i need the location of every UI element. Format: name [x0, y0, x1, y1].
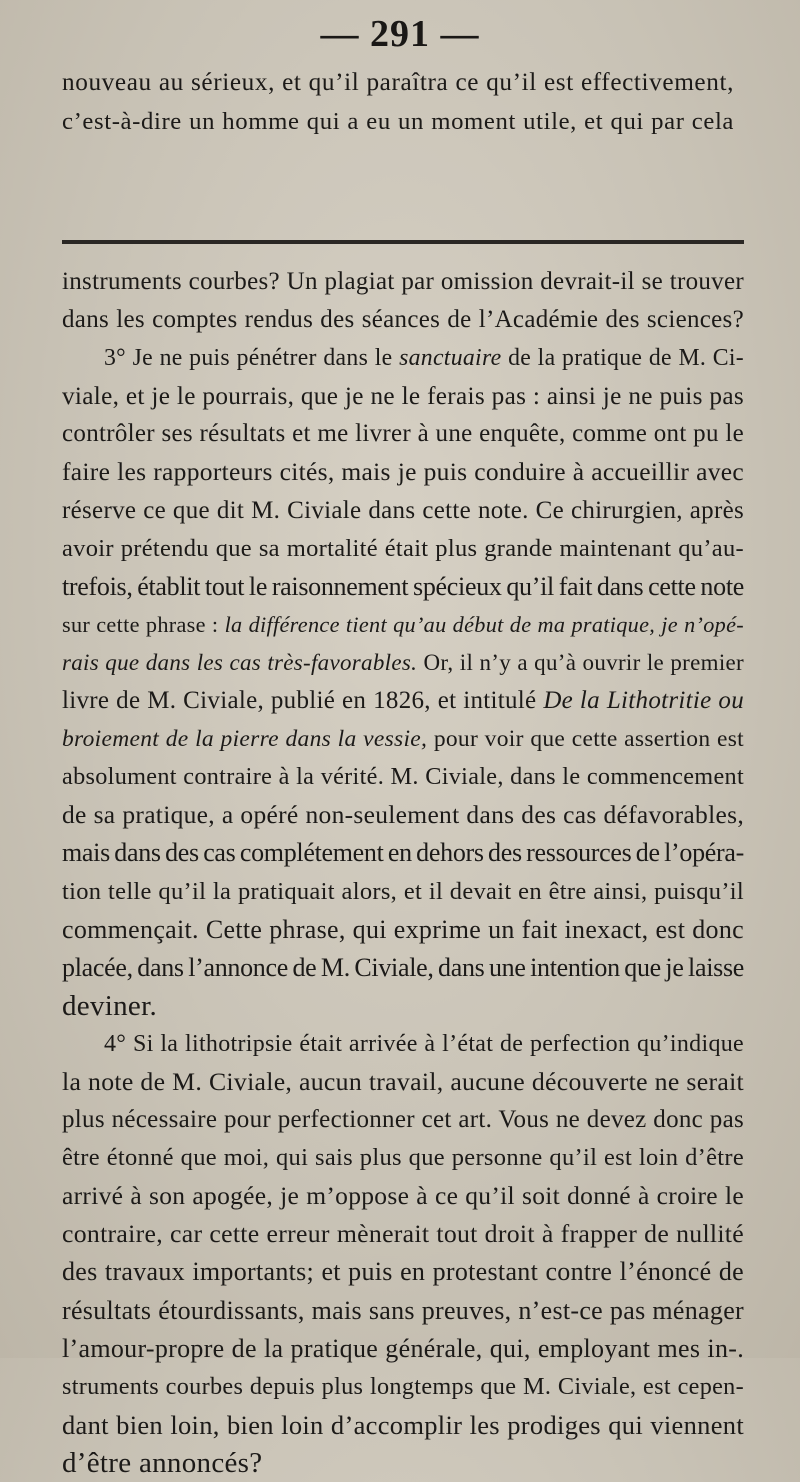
text-segment: pour voir que cette assertion est [433, 726, 744, 753]
text-line: d’être annoncés? [62, 1446, 263, 1479]
text-line [62, 606, 744, 644]
text-segment: sur cette phrase : [62, 611, 219, 637]
text-line: viale, et je le pourrais, que je ne le ferais pas : ainsi je ne puis pas [62, 382, 744, 411]
text-line: instruments courbes? Un plagiat par omission devrait-il se trouver [62, 268, 744, 295]
text-line: contrôler ses résultats et me livrer à une enquête, comme ont pu le [62, 420, 744, 448]
text-segment: livre de M. Civiale, publié en 1826, et intitulé [62, 687, 537, 715]
text-line: trefois, établit tout le raisonnement spécieux qu’il fait dans cette note [62, 571, 744, 601]
text-line: de sa pratique, a opéré non-seulement dans des cas défavorables, [62, 800, 744, 830]
text-line: plus nécessaire pour perfectionner cet art. Vous ne devez donc pas [62, 1106, 744, 1134]
text-line: absolument contraire à la vérité. M. Civiale, dans le commencement [62, 763, 744, 791]
text-line [62, 682, 744, 720]
text-line: c’est-à-dire un homme qui a eu un moment utile, et qui par cela [62, 108, 734, 135]
main-text-block [62, 263, 744, 1482]
page-number-header: — 291 — [320, 13, 480, 55]
text-segment: Or, il n’y a qu’à ouvrir le premier [423, 649, 744, 675]
text-line: des travaux importants; et puis en protestant contre l’énoncé de [62, 1257, 744, 1287]
text-line: commençait. Cette phrase, qui exprime un fait inexact, est donc [62, 914, 744, 944]
text-segment: de la pratique de M. Ci- [508, 345, 744, 372]
text-line: la note de M. Civiale, aucun travail, aucune découverte ne serait [62, 1066, 744, 1096]
text-line [62, 720, 744, 758]
text-line: mais dans des cas complétement en dehors des ressources de l’opéra- [62, 838, 744, 868]
italic-book-title: De la Lithotritie ou [543, 687, 744, 715]
text-line: l’amour-propre de la pratique générale, qui, employant mes in-. [62, 1333, 744, 1363]
text-line: dant bien loin, bien loin d’accomplir les prodiges qui viennent [62, 1409, 744, 1440]
text-line: struments courbes depuis plus longtemps que M. Civiale, est cepen- [62, 1372, 744, 1400]
text-segment: 3° Je ne puis pénétrer dans le [104, 345, 393, 372]
text-line: avoir prétendu que sa mortalité était plus grande maintenant qu’au- [62, 534, 744, 562]
text-line: réserve ce que dit M. Civiale dans cette note. Ce chirurgien, après [62, 496, 744, 524]
paste-over-divider [62, 240, 744, 244]
italic-quote: rais que dans les cas très-favorables. [62, 649, 418, 675]
text-line: arrivé à son apogée, je m’oppose à ce qu’il soit donné à croire le [62, 1181, 744, 1211]
text-line: tion telle qu’il la pratiquait alors, et il devait en être ainsi, puisqu’il [62, 877, 744, 905]
text-line: faire les rapporteurs cités, mais je puis conduire à accueillir avec [62, 457, 744, 487]
italic-term: sanctuaire [399, 345, 502, 372]
text-line [62, 339, 744, 377]
text-line: dans les comptes rendus des séances de l’Académie des sciences? [62, 306, 744, 334]
italic-book-title: broiement de la pierre dans la vessie, [62, 726, 428, 753]
text-line: placée, dans l’annonce de M. Civiale, dans une intention que je laisse [62, 952, 744, 982]
top-paragraph-fragment [62, 62, 734, 142]
text-line: 4° Si la lithotripsie était arrivée à l’état de perfection qu’indique [104, 1030, 744, 1057]
text-line: résultats étourdissants, mais sans preuves, n’est-ce pas ménager [62, 1295, 744, 1325]
text-line: être étonné que moi, qui sais plus que personne qu’il est loin d’être [62, 1144, 744, 1172]
italic-quote: la différence tient qu’au début de ma pratique, je n’opé- [224, 611, 744, 637]
text-line: nouveau au sérieux, et qu’il paraîtra ce qu’il est effectivement, [62, 68, 734, 96]
text-line: contraire, car cette erreur mènerait tout droit à frapper de nullité [62, 1219, 744, 1249]
text-line: deviner. [62, 989, 158, 1022]
text-line [62, 644, 744, 682]
